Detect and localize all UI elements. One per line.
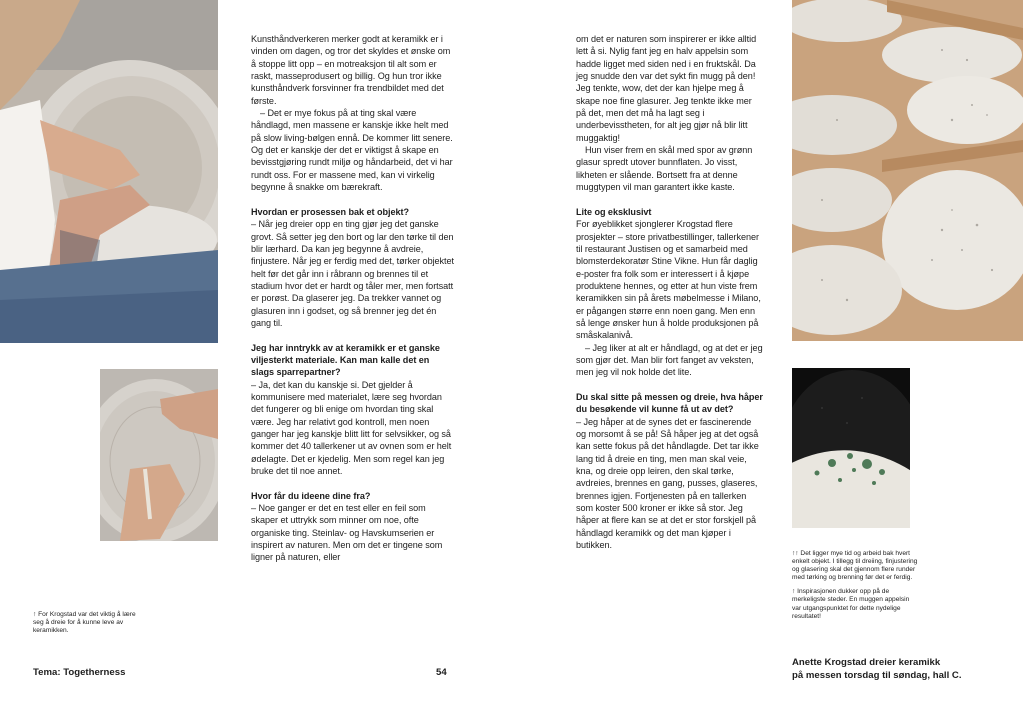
event-tagline xyxy=(792,656,962,682)
interview-question: Hvordan er prosessen bak et objekt? xyxy=(251,206,409,217)
interview-answer: – Ja, det kan du kanskje si. Det gjelder å kommunisere med materialet, lære seg hvordan det fungerer og bli enige om hvordan ting skal være. Jeg har relativt god kontroll, men noen ganger har jeg kanskje blitt litt for selvsikker, og så kommer det 40 tallerkener ut av ovnen som er helt ødelagte. Det er kjedelig. Men som regel kan jeg bruke det til noe annet. xyxy=(251,379,452,477)
photo-carving-plate xyxy=(100,369,218,541)
photo-glazed-plates xyxy=(792,0,1023,341)
paragraph: Kunsthåndverkeren merker godt at keramikk er i vinden om dagen, og tror det skyldes et ønske om å stoppe litt opp – en motreaksjon til alt som er raskt, masseprodusert og billig. Og hun tror ikke kunsthåndverk forsvinner fra trendbildet med det første. xyxy=(251,34,451,106)
caption-left xyxy=(33,611,148,641)
tagline-line: Anette Krogstad dreier keramikk xyxy=(792,657,941,668)
paragraph: For øyeblikket sjonglerer Krogstad flere prosjekter – store privatbestillinger, tallerkener til restaurant Justisen og et samarbeid med blomsterdekoratør Stine Vikne. Hun får daglig e-poster fra folk som er interessert i å kjøpe produktene hennes, og etter at hun viste frem keramikken sin på årets møbelmesse i Milano, er pågangen større enn noen gang. Men enn så lenge ønsker hun å holde produksjonen på småskalanivå. xyxy=(576,219,761,341)
interview-question: Jeg har inntrykk av at keramikk er et ganske viljesterkt materiale. Kan man kalle det en slags sparrepartner? xyxy=(251,342,440,378)
caption-text: ↑ Inspirasjonen dukker opp på de merkeligste steder. En muggen appelsin var utgangspunktet for dette nydelige resultatet! xyxy=(792,588,910,620)
paragraph: Hun viser frem en skål med spor av grønn glasur spredt utover bunnflaten. Jo visst, likheten er slående. Bortsett fra at denne muggtypen vil man garantert ikke kaste. xyxy=(576,145,753,193)
interview-question: Hvor får du ideene dine fra? xyxy=(251,490,371,501)
interview-answer: – Jeg håper at de synes det er fascinerende og morsomt å se på! Så håper jeg at det også kan sette fokus på det håndlagde. Det tar ikke lang tid å dreie en ting, men man skal veie, kna, og dreie opp leiren, den skal tørke, avdreies, brennes en gang, pusses, glaseres, brennes igjen. Fortjenesten på en tallerken som koster 500 kroner er ikke så stor. Jeg håper at flere kan se at det er stor forskjell på håndlagd keramikk og det man kjøper i butikken. xyxy=(576,416,759,551)
paragraph: – Jeg liker at alt er håndlagd, og at det er jeg som gjør det. Man blir fort fanget av veksten, men jeg vil nok holde det lite. xyxy=(576,342,763,378)
photo-speckled-bowl xyxy=(792,368,910,528)
caption-text: ↑ For Krogstad var det viktig å lære seg å dreie for å kunne leve av keramikken. xyxy=(33,611,136,635)
paragraph: – Det er mye fokus på at ting skal være håndlagd, men massene er kanskje ikke helt med på slow living-bølgen ennå. De kommer litt senere. Og det er kanskje der det er viktigst å skape en bevisstgjøring rundt miljø og håndarbeid, det vi har rundt oss. For er massene med, kan vi virkelig begynne å snakke om bærekraft. xyxy=(251,108,453,193)
paragraph: om det er naturen som inspirerer er ikke alltid lett å si. Nylig fant jeg en halv appelsin som hadde ligget med siden ned i en fruktskål. Da jeg snudde den var det sykt fin mugg på den! Jeg tenkte, wow, det der kan hjelpe meg å skape noe fine glasurer. Jeg tenkte ikke mer på det, men det må ha lagt seg i underbevisstheten, for alt jeg gjør nå blir litt muggaktig! xyxy=(576,34,757,143)
section-label: Tema: Togetherness xyxy=(33,667,126,678)
interview-answer: – Når jeg dreier opp en ting gjør jeg det ganske grovt. Så setter jeg den bort og lar den tørke til den blir lærhard. Da kan jeg begynne å avdreie, finjustere. Når jeg er ferdig med det, tørker objektet helt før det går inn i råbrann og brennes til et stadium hvor det er hardt og tåler mer, men fortsatt er porøst. Da glaserer jeg. Da trekker vannet og glasuren inn i godset, og så brenner jeg det én gang til. xyxy=(251,219,455,328)
interview-answer: – Noe ganger er det en test eller en feil som skaper et uttrykk som minner om noe, ofte organiske ting. Steinlav- og Havskumserien er inspirert av naturen. Men om det er tingene som ligner på naturen, eller xyxy=(251,503,443,563)
section-heading: Lite og eksklusivt xyxy=(576,206,652,217)
interview-question: Du skal sitte på messen og dreie, hva håper du besøkende vil kunne få ut av det? xyxy=(576,391,763,415)
photo-potter-at-wheel xyxy=(0,0,218,343)
caption-text: ↑↑ Det ligger mye tid og arbeid bak hvert enkelt objekt. I tillegg til dreiing, finjustering og glasering skal det gjennom flere runder med tørking og brenning før det er ferdig. xyxy=(792,550,918,582)
caption-right xyxy=(792,550,918,627)
page-number: 54 xyxy=(436,667,447,678)
article-column-1 xyxy=(251,33,454,564)
tagline-line: på messen torsdag til søndag, hall C. xyxy=(792,670,962,681)
article-column-2 xyxy=(576,33,763,551)
